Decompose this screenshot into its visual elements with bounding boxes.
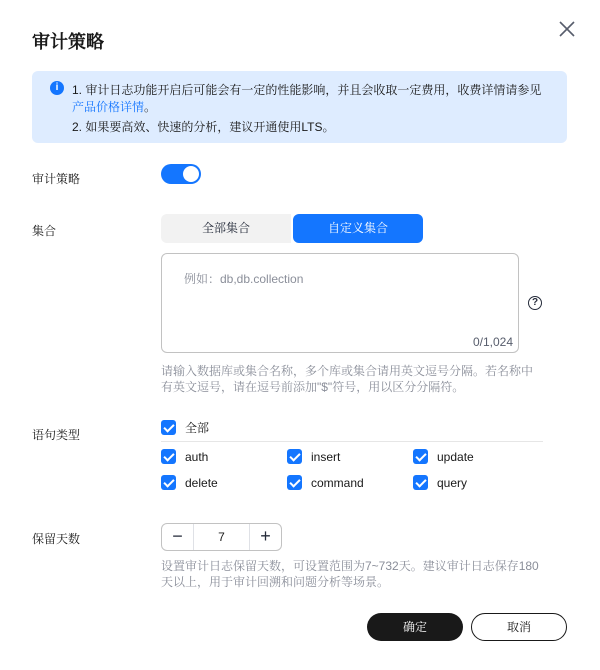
checkbox-command[interactable] [287, 475, 364, 490]
notice-line-3: 2. 如果要高效、快速的分析，建议开通使用LTS。 [72, 120, 335, 134]
checkbox-auth[interactable] [161, 449, 208, 464]
checkbox-all[interactable] [161, 419, 209, 436]
checkbox-query[interactable] [413, 475, 467, 490]
info-icon: i [50, 81, 64, 95]
dialog-title: 审计策略 [32, 32, 104, 52]
retention-days-stepper [161, 523, 282, 551]
statement-type-label: 语句类型 [32, 428, 81, 442]
collection-input-placeholder: 例如：db,db.collection [184, 272, 304, 286]
audit-policy-label: 审计策略 [32, 172, 81, 186]
character-count: 0/1,024 [472, 335, 513, 349]
notice-line-2-suffix: 。 [144, 100, 157, 114]
question-circle-icon[interactable]: ? [528, 296, 542, 310]
info-notice [32, 71, 567, 143]
retention-days-input[interactable]: 7 [218, 530, 225, 544]
notice-line-2 [72, 98, 156, 115]
checkbox-checked-icon [413, 475, 428, 490]
checkbox-update[interactable] [413, 449, 474, 464]
checkbox-checked-icon [287, 475, 302, 490]
collection-input[interactable] [161, 253, 519, 353]
custom-collections-option[interactable]: 自定义集合 [293, 214, 423, 243]
checkbox-all-label: 全部 [185, 421, 210, 435]
retention-hint-line-2: 天以上，用于审计回溯和问题分析等场景。 [161, 575, 390, 589]
checkbox-checked-icon [161, 475, 176, 490]
checkbox-checked-icon [287, 449, 302, 464]
checkbox-insert-label: insert [311, 449, 341, 464]
pricing-details-link[interactable]: 产品价格详情 [72, 100, 145, 114]
collection-hint-line-2: 有英文逗号，请在逗号前添加"$"符号，用以区分分隔符。 [161, 380, 465, 394]
notice-line-1: 1. 审计日志功能开启后可能会有一定的性能影响，并且会收取一定费用，收费详情请参见 [72, 83, 542, 97]
checkbox-insert[interactable] [287, 449, 340, 464]
checkbox-checked-icon [413, 449, 428, 464]
divider [161, 441, 543, 442]
retention-hint-line-1: 设置审计日志保留天数，可设置范围为7~732天。建议审计日志保存180 [161, 559, 539, 573]
toggle-knob [183, 166, 199, 182]
collection-hint-line-1: 请输入数据库或集合名称，多个库或集合请用英文逗号分隔。若名称中 [161, 364, 534, 378]
close-icon[interactable] [556, 18, 578, 40]
increment-button[interactable]: + [249, 524, 281, 550]
checkbox-update-label: update [437, 449, 474, 464]
checkbox-checked-icon [161, 449, 176, 464]
confirm-button[interactable]: 确定 [367, 613, 463, 641]
checkbox-checked-icon [161, 420, 176, 435]
checkbox-query-label: query [437, 475, 468, 490]
checkbox-auth-label: auth [185, 449, 209, 464]
decrement-button[interactable]: − [162, 524, 194, 550]
audit-policy-toggle[interactable] [161, 164, 201, 184]
all-collections-option[interactable]: 全部集合 [161, 214, 291, 243]
checkbox-delete-label: delete [185, 475, 218, 490]
collection-label: 集合 [32, 224, 57, 238]
retention-days-label: 保留天数 [32, 532, 81, 546]
cancel-button[interactable]: 取消 [471, 613, 567, 641]
checkbox-delete[interactable] [161, 475, 218, 490]
checkbox-command-label: command [311, 475, 364, 490]
